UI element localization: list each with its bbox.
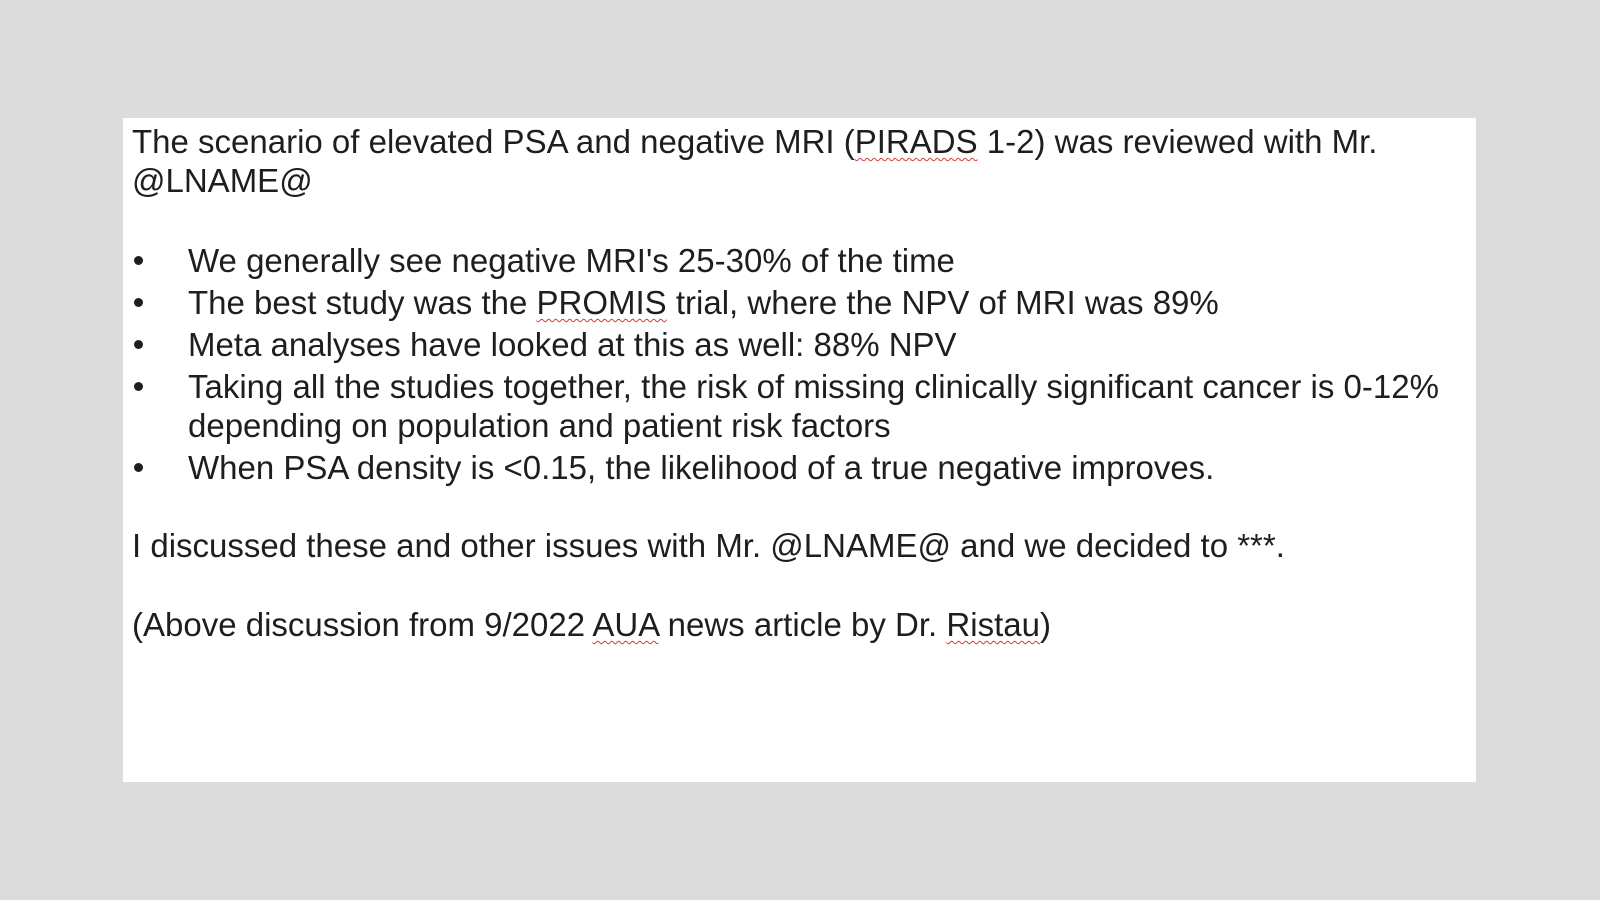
bullet-list — [132, 241, 1466, 487]
list-item-text-before: The best study was the — [188, 284, 537, 321]
list-item — [132, 283, 1466, 322]
bullet-icon — [134, 298, 143, 307]
citation-text-middle: news article by Dr. — [658, 606, 947, 643]
misspelled-word-pirads[interactable]: PIRADS — [854, 123, 978, 160]
citation-text-after: ) — [1039, 606, 1051, 643]
intro-text-before: The scenario of elevated PSA and negative MRI ( — [132, 123, 855, 160]
list-item-text: Meta analyses have looked at this as well: 88% NPV — [188, 326, 957, 363]
bullet-icon — [134, 463, 143, 472]
citation-paragraph — [132, 605, 1466, 644]
document-page[interactable] — [123, 118, 1476, 782]
intro-paragraph — [132, 122, 1466, 200]
list-item — [132, 325, 1466, 364]
list-item-text-after: trial, where the NPV of MRI was 89% — [666, 284, 1219, 321]
misspelled-word-ristau[interactable]: Ristau — [946, 606, 1040, 643]
misspelled-word-aua[interactable]: AUA — [592, 606, 659, 643]
list-item-text: When PSA density is <0.15, the likelihood of a true negative improves. — [188, 449, 1215, 486]
list-item — [132, 241, 1466, 280]
bullet-icon — [134, 382, 143, 391]
misspelled-word-promis[interactable]: PROMIS — [536, 284, 667, 321]
citation-text-before: (Above discussion from 9/2022 — [132, 606, 593, 643]
list-item — [132, 367, 1466, 445]
bullet-icon — [134, 256, 143, 265]
list-item — [132, 448, 1466, 487]
bullet-icon — [134, 340, 143, 349]
list-item-text: Taking all the studies together, the risk of missing clinically significant cancer is 0-12% depending on population and patient risk factors — [188, 368, 1439, 444]
list-item-text: We generally see negative MRI's 25-30% of the time — [188, 242, 955, 279]
closing-paragraph: I discussed these and other issues with Mr. @LNAME@ and we decided to ***. — [132, 527, 1285, 564]
intro-text-after: 1-2) was reviewed with Mr. @LNAME@ — [132, 123, 1378, 199]
